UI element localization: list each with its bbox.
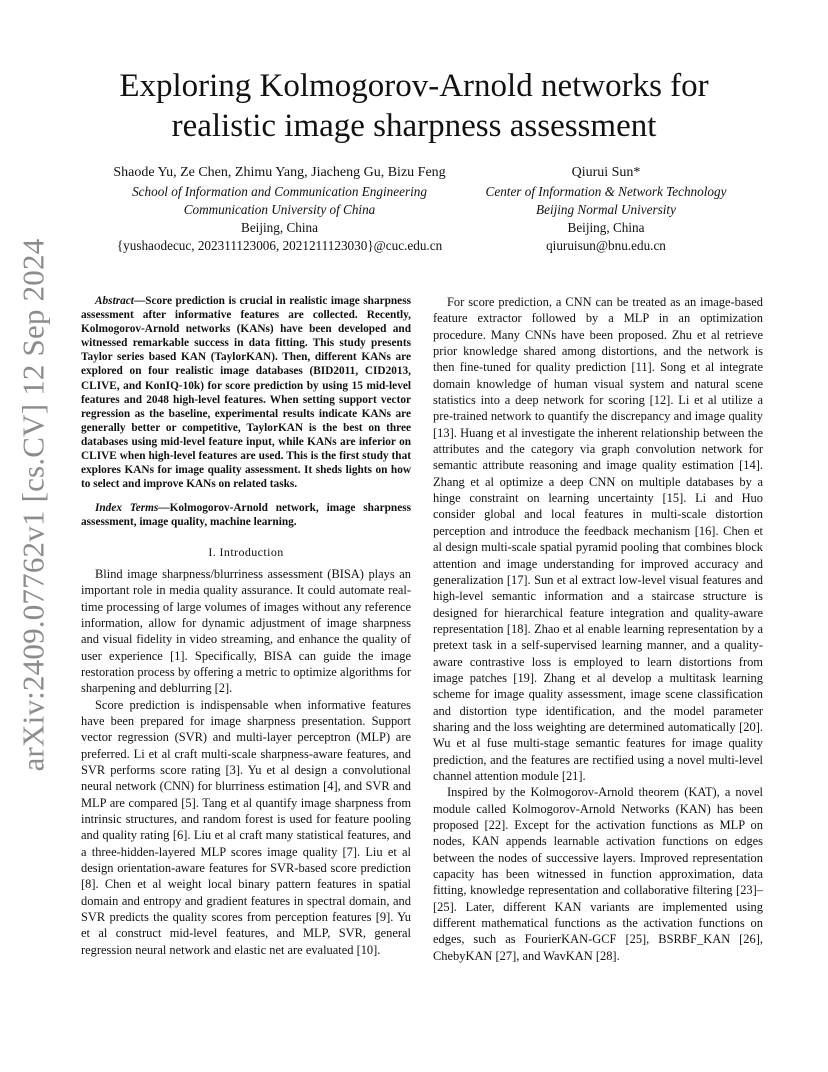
abstract-label: Abstract	[95, 295, 134, 307]
section-heading: I. Introduction	[208, 544, 284, 559]
paper-title	[60, 66, 768, 146]
author-email: {yushaodecuc, 202311123006, 2021211123030}@cuc.edu.cn	[116, 238, 443, 253]
author-affiliation: Center of Information & Network Technology	[485, 184, 727, 199]
abstract-text: —Score prediction is crucial in realistic image sharpness assessment after informative features are collected. Recently, Kolmogorov-Arnold networks (KANs) have been developed and witnessed remarkable success in data fitting. This study presents Taylor series based KAN (TaylorKAN). Then, different KANs are explored on four realistic image databases (BID2011, CID2013, CLIVE, and KonIQ-10k) for score prediction by using 15 mid-level features and 2048 high-level features. When setting support vector regression as the baseline, experimental results indicate KANs are generally better or competitive, TaylorKAN is the best on three databases using mid-level feature input, while KANs are inferior on CLIVE when high-level features are used. This is the first study that explores KANs for image quality assessment. It sheds lights on how to select and improve KANs on related tasks.	[81, 295, 411, 491]
author-block-right	[470, 164, 742, 255]
author-names: Qiurui Sun*	[571, 165, 641, 180]
author-location: Beijing, China	[567, 220, 645, 235]
author-email: qiuruisun@bnu.edu.cn	[546, 238, 666, 253]
title-line-2: realistic image sharpness assessment	[171, 108, 657, 144]
author-affiliation: School of Information and Communication Engineering	[132, 184, 427, 199]
intro-paragraph-1: Blind image sharpness/blurriness assessment (BISA) plays an important role in media quality assurance. It could automate real-time processing of large volumes of images without any reference information, allow for dynamic adjustment of image sharpness and visual fidelity in video streaming, and enhance the quality of user experience [1]. Specifically, BISA can guide the image restoration process by offering a metric to optimize algorithms for sharpening and deblurring [2].	[81, 566, 411, 696]
abstract	[81, 294, 411, 491]
index-terms	[81, 501, 411, 529]
author-location: Beijing, China	[241, 220, 318, 235]
title-line-1: Exploring Kolmogorov-Arnold networks for	[119, 68, 709, 104]
left-column	[81, 294, 411, 958]
author-block-left	[82, 164, 477, 255]
intro-paragraph-2: Score prediction is indispensable when informative features have been prepared for image sharpness presentation. Support vector regression (SVR) and multi-layer perceptron (MLP) are preferred. Li et al craft multi-scale sharpness-aware features, and SVR performs score rating [3]. Yu et al design a convolutional neural network (CNN) for blurriness estimation [4], and SVR and MLP are compared [5]. Tang et al quantify image sharpness from intrinsic structures, and random forest is used for feature pooling and quality rating [6]. Liu et al craft many statistical features, and a three-hidden-layered MLP scores image quality [7]. Liu et al design orientation-aware features for SVR-based score prediction [8]. Chen et al weight local binary pattern features in spatial domain and entropy and gradient features in spectral domain, and SVR predicts the quality scores from perception features [9]. Yu et al construct mid-level features, and MLP, SVR, general regression neural network and elastic net are evaluated [10].	[81, 697, 411, 957]
arxiv-identifier-stamp	[15, 238, 50, 772]
index-terms-label: Index Terms	[95, 502, 159, 515]
intro-paragraph-4: Inspired by the Kolmogorov-Arnold theorem (KAT), a novel module called Kolmogorov-Arnold Networks (KAN) has been proposed [22]. Except for the activation functions as MLP on nodes, KAN appends learnable activation functions on edges between the nodes of successive layers. Improved representation capacity has been witnessed in function approximation, data fitting, knowledge representation and collaborative filtering [23]–[25]. Later, different KAN variants are implemented using different mathematical functions as the activation functions on edges, such as FourierKAN-GCF [25], BSRBF_KAN [26], ChebyKAN [27], and WavKAN [28].	[433, 785, 763, 963]
author-affiliation: Communication University of China	[183, 202, 376, 217]
author-affiliation: Beijing Normal University	[536, 202, 676, 217]
intro-paragraph-3: For score prediction, a CNN can be treated as an image-based feature extractor followed by a MLP in an optimization procedure. Many CNNs have been proposed. Zhu et al retrieve prior knowledge shared among distortions, and the network is then fine-tuned for quality prediction [11]. Song et al integrate domain knowledge of human visual system and natural scene statistics into a deep network for scoring [12]. Li et al utilize a pre-trained network to quantify the discrepancy and image quality [13]. Huang et al investigate the inherent relationship between the attributes and the category via graph convolution network for semantic attribute reasoning and image quality estimation [14]. Zhang et al optimize a deep CNN on multiple databases by a hinge constraint on learning uncertainty [15]. Li and Huo consider global and local features in multi-scale distortion perception and introduce the feedback mechanism [16]. Chen et al design multi-scale spatial pyramid pooling that combines block attention and image understanding for improved accuracy and generalization [17]. Sun et al extract low-level visual features and high-level semantic information and a staircase structure is designed for hierarchical feature integration and quality-aware representation [18]. Zhao et al enable learning representation by a pretext task in a self-supervised learning manner, and a quality-aware contrastive loss is employed to learn distortions from image patches [19]. Zhang et al develop a multitask learning scheme for image quality assessment, image scene classification and distortion type identification, and the model parameter sharing and the loss weighting are determined automatically [20]. Wu et al fuse multi-stage semantic features for image quality prediction, and the features are rectified using a novel multi-level channel attention module [21].	[433, 295, 763, 783]
index-terms-text: —Kolmogorov-Arnold network, image sharpness assessment, image quality, machine learning.	[81, 502, 411, 529]
arxiv-identifier: arXiv:2409.07762v1 [cs.CV] 12 Sep 2024	[15, 238, 50, 772]
author-names: Shaode Yu, Ze Chen, Zhimu Yang, Jiacheng Gu, Bizu Feng	[113, 165, 446, 180]
right-column	[433, 294, 763, 964]
